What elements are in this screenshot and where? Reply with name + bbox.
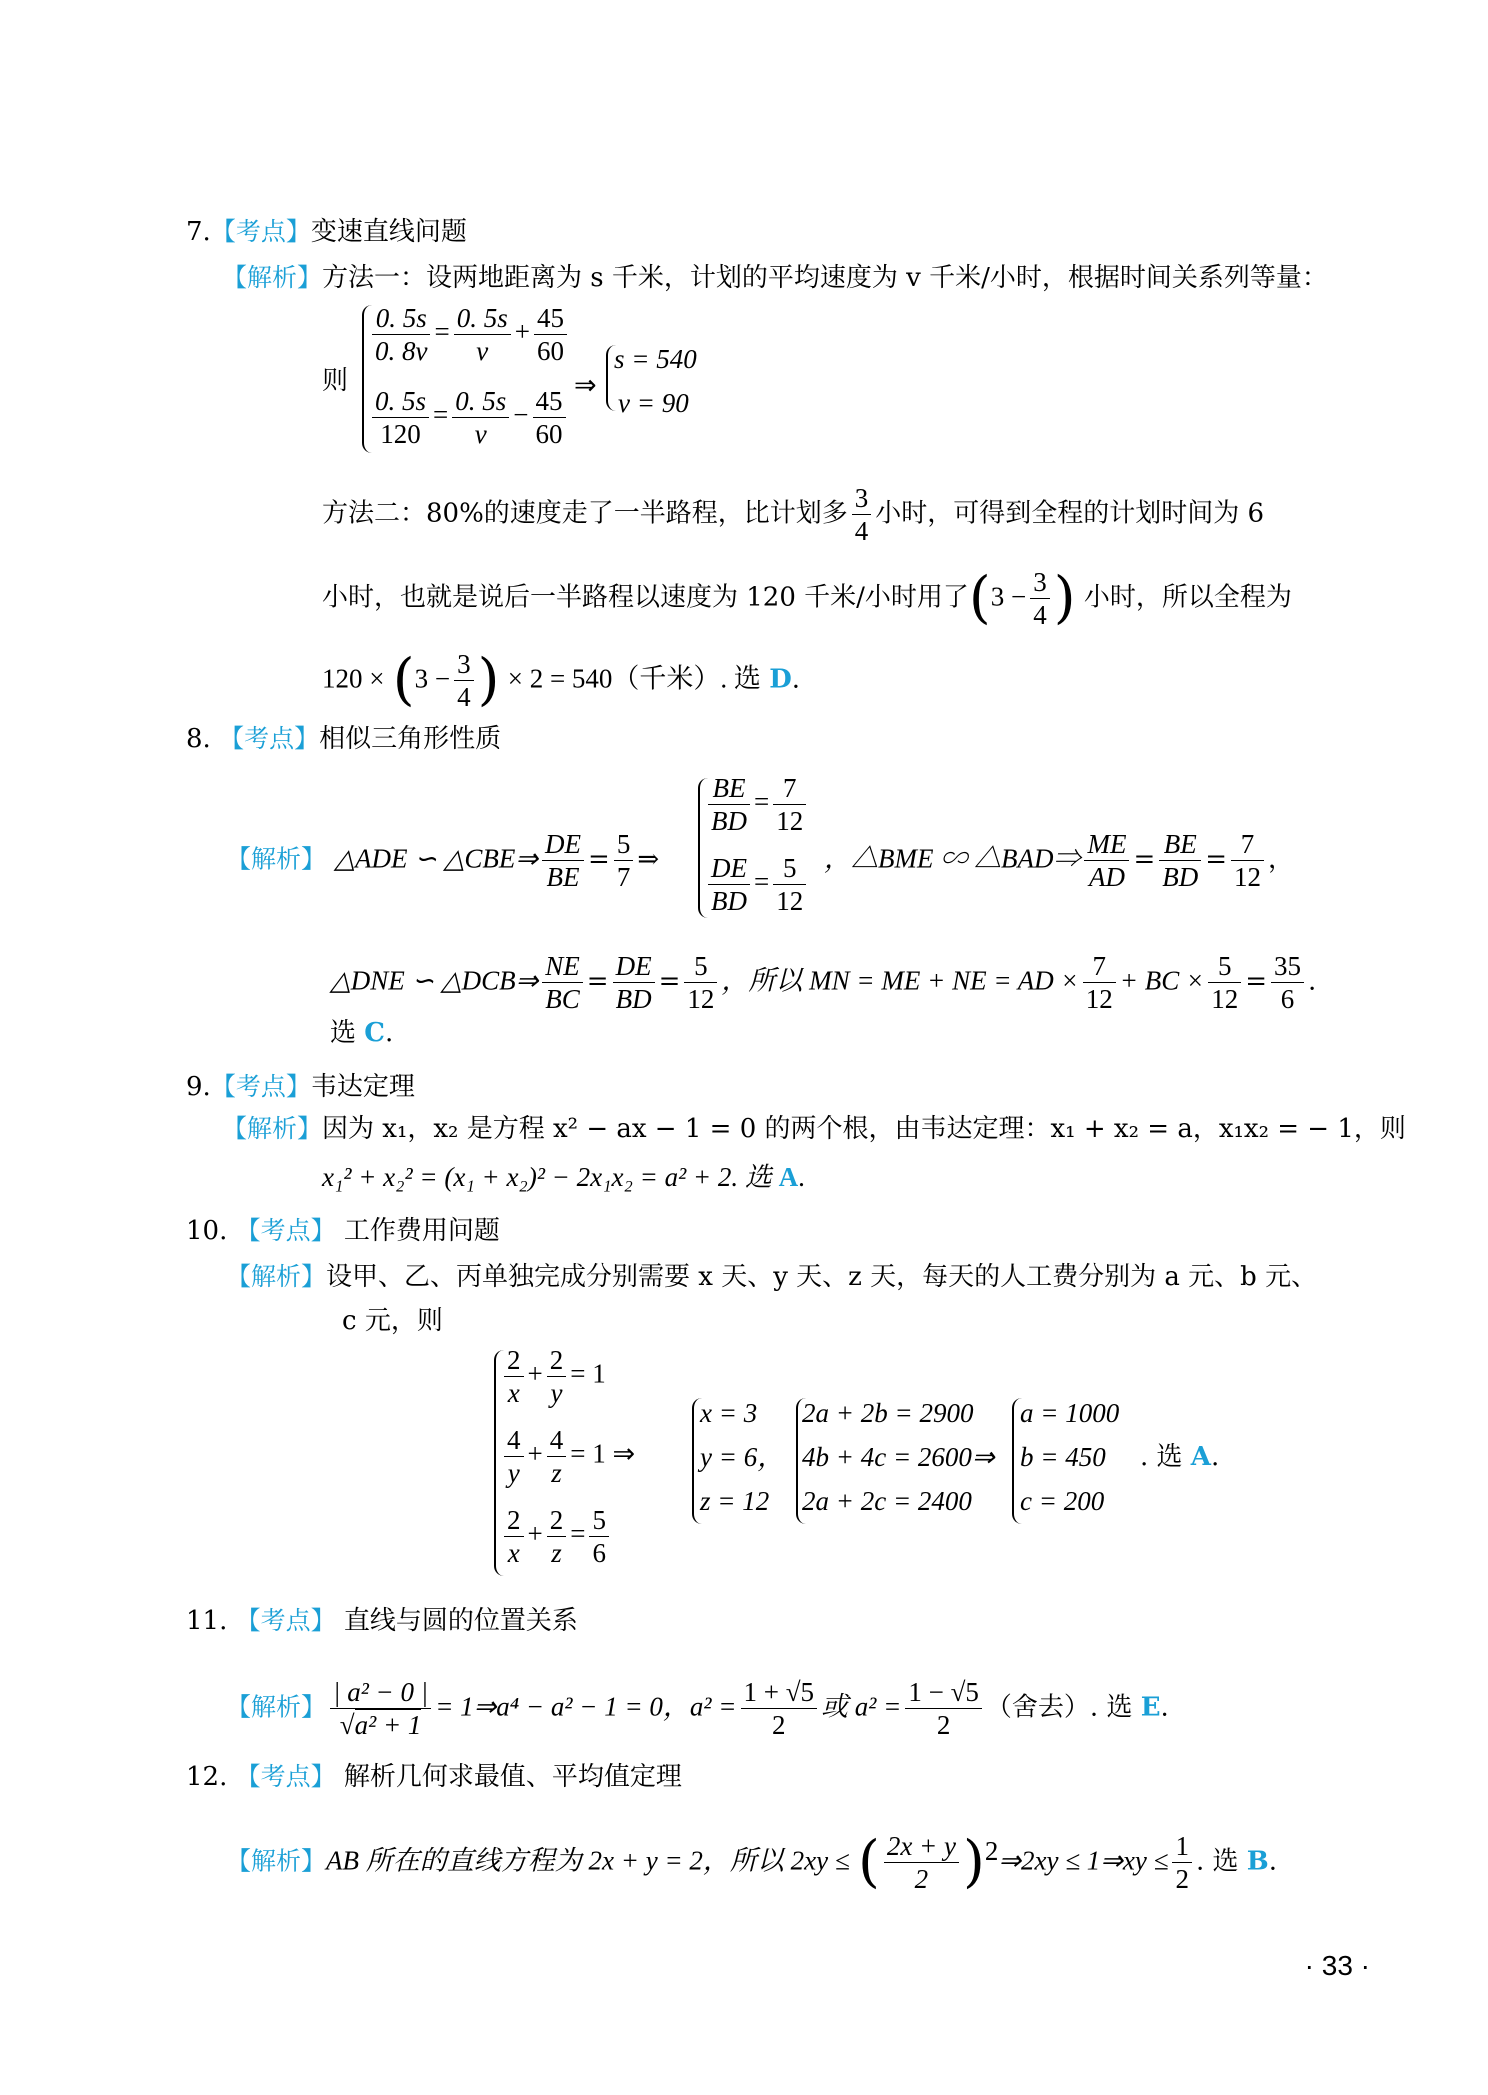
answer-letter: B bbox=[1246, 1846, 1269, 1877]
question-topic: 工作费用问题 bbox=[343, 1216, 500, 1246]
jiexi-tag: 【解析】 bbox=[226, 1692, 327, 1722]
q7-ze: 则 bbox=[322, 366, 349, 396]
q7-implies: ⇒ bbox=[574, 370, 597, 400]
question-topic: 直线与圆的位置关系 bbox=[343, 1606, 578, 1636]
q12-header bbox=[186, 1760, 682, 1794]
jiexi-tag: 【解析】 bbox=[226, 1262, 327, 1291]
jiexi-tag: 【解析】 bbox=[222, 263, 323, 292]
q7-result-v: v = 90 bbox=[618, 388, 689, 418]
question-number: 9. bbox=[186, 1072, 211, 1102]
answer-letter: E bbox=[1140, 1692, 1161, 1723]
question-number: 11. bbox=[186, 1606, 228, 1636]
kaodian-tag: 【考点】 bbox=[219, 724, 320, 753]
q11-analysis: 【解析】 $\frac{\text{| a² − 0 |}}{\text{√a² + 1}}$ = 1⇒a⁴ − a² − 1 = 0，a² = $\frac{1 + √5}{2}$ 或 a² = $\frac{1 - √5}{2}$ （舍去）. 选 E. bbox=[226, 1677, 1169, 1740]
question-topic: 相似三角形性质 bbox=[319, 724, 502, 754]
q8-analysis-part2: ，△BME ∽ △BAD⇒ $\frac{ME}{AD}$ = $\frac{BE}{BD}$ = $\frac{7}{12}$ ， bbox=[824, 829, 1295, 892]
q8-sys-1: $\frac{BE}{BD}$ = $\frac{7}{12}$ bbox=[704, 772, 810, 837]
q8-sys-2: $\frac{DE}{BD}$ = $\frac{5}{12}$ bbox=[704, 852, 810, 917]
q7-result-s: s = 540 bbox=[614, 344, 697, 374]
question-topic: 变速直线问题 bbox=[310, 217, 467, 247]
q7-method2-line3: 120 × (3 − $\frac{3}{4}$ ) × 2 = 540（千米）. 选 D. bbox=[322, 647, 801, 713]
q7-header bbox=[186, 215, 467, 249]
q10-row1: $\frac{2}{x}$ + $\frac{2}{y}$ = 1 bbox=[500, 1344, 606, 1409]
q10-select: . 选 A. bbox=[1140, 1442, 1220, 1472]
question-topic: 解析几何求最值、平均值定理 bbox=[343, 1762, 682, 1792]
q10-analysis-line1: 【解析】设甲、乙、丙单独完成分别需要 x 天、y 天、z 天，每天的人工费分别为 a 元、b 元、 bbox=[226, 1262, 1318, 1292]
question-number: 10. bbox=[186, 1216, 228, 1246]
jiexi-tag: 【解析】 bbox=[226, 1846, 327, 1876]
kaodian-tag: 【考点】 bbox=[235, 1762, 336, 1791]
q9-analysis-line1: 【解析】因为 x₁，x₂ 是方程 x² − ax − 1 = 0 的两个根，由韦达定理：x₁ + x₂ = a，x₁x₂ = − 1，则 bbox=[222, 1114, 1406, 1144]
kaodian-tag: 【考点】 bbox=[235, 1216, 336, 1245]
answer-letter: C bbox=[364, 1018, 385, 1048]
jiexi-tag: 【解析】 bbox=[222, 1114, 323, 1143]
answer-letter: D bbox=[769, 664, 792, 695]
question-number: 7. bbox=[186, 217, 211, 247]
question-number: 8. bbox=[186, 724, 211, 754]
q8-analysis-line1: 【解析】 △ADE ∽ △CBE⇒ $\frac{DE}{BE}$ = $\frac{5}{7}$ ⇒ bbox=[226, 829, 660, 892]
q8-analysis-line2: △DNE ∽ △DCB⇒ $\frac{NE}{BC}$ = $\frac{DE}{BD}$ = $\frac{5}{12}$ ，所以 MN = ME + NE = AD × $\frac{7}{12}$ + BC × $\frac{5}{12}$ = $\frac{35}{6}$ . bbox=[330, 951, 1317, 1014]
q11-header bbox=[186, 1604, 578, 1638]
q10-analysis-line2: c 元，则 bbox=[342, 1306, 443, 1336]
kaodian-tag: 【考点】 bbox=[210, 1072, 311, 1101]
q10-header bbox=[186, 1214, 500, 1248]
q10-row3: $\frac{2}{x}$ + $\frac{2}{z}$ = $\frac{5}{6}$ bbox=[500, 1504, 613, 1569]
q12-analysis: 【解析】AB 所在的直线方程为 2x + y = 2，所以 2xy ≤ ( $\frac{2x + y}{2}$ )$^2$⇒2xy ≤ 1⇒xy ≤ $\frac{1}{2}$ . 选 B. bbox=[226, 1829, 1277, 1895]
jiexi-tag: 【解析】 bbox=[226, 844, 327, 874]
kaodian-tag: 【考点】 bbox=[235, 1606, 336, 1635]
q7-eq1: $\frac{0. 5s}{0. 8v}$ = $\frac{0. 5s}{v}$ + $\frac{45}{60}$ bbox=[368, 302, 571, 367]
q10-row2: $\frac{4}{y}$ + $\frac{4}{z}$ = 1 ⇒ bbox=[500, 1424, 635, 1489]
answer-letter: A bbox=[778, 1162, 799, 1192]
q7-eq2: $\frac{0. 5s}{120}$ = $\frac{0. 5s}{v}$ − $\frac{45}{60}$ bbox=[368, 385, 570, 450]
q7-method2-line2: 小时，也就是说后一半路程以速度为 120 千米/小时用了(3 − $\frac{3}{4}$ ) 小时，所以全程为 bbox=[322, 565, 1292, 631]
q8-select: 选 C. bbox=[330, 1018, 394, 1048]
q9-header bbox=[186, 1070, 415, 1104]
q8-header bbox=[186, 722, 501, 756]
answer-letter: A bbox=[1190, 1442, 1211, 1472]
q7-method2-line1: 方法二：80%的速度走了一半路程，比计划多 $\frac{3}{4}$ 小时，可得到全程的计划时间为 6 bbox=[322, 483, 1265, 546]
q7-analysis-line1: 【解析】方法一：设两地距离为 s 千米，计划的平均速度为 v 千米/小时，根据时间关系列等量： bbox=[222, 263, 1328, 293]
question-topic: 韦达定理 bbox=[310, 1072, 415, 1102]
question-number: 12. bbox=[186, 1762, 228, 1792]
kaodian-tag: 【考点】 bbox=[210, 217, 311, 246]
q9-analysis-line2: x₁² + x₂² = (x₁ + x₂)² − 2x₁x₂ = a² + 2. 选 A. bbox=[322, 1162, 805, 1192]
page-number: · 33 · bbox=[1304, 1950, 1370, 1981]
